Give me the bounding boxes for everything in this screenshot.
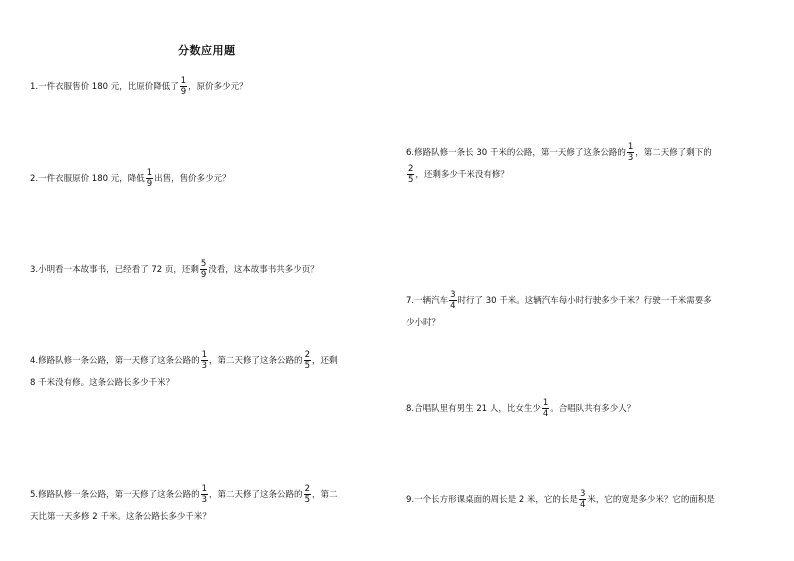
question-line xyxy=(406,164,712,186)
question-text: ，第二天修了这条公路的 xyxy=(209,356,303,366)
question-1 xyxy=(30,76,248,98)
fraction-denominator: 3 xyxy=(201,361,208,371)
question-3 xyxy=(30,259,319,281)
question-text: 7.一辆汽车 xyxy=(406,296,449,306)
fraction-numerator: 1 xyxy=(542,397,549,408)
question-line xyxy=(30,484,338,506)
question-text: 1.一件衣服售价 180 元，比原价降低了 xyxy=(30,82,179,92)
question-text: 8 千米没有修。这条公路长多少千米？ xyxy=(30,378,175,388)
fraction-numerator: 5 xyxy=(200,258,207,269)
question-text: 天比第一天多修 2 千米。这条公路长多少千米？ xyxy=(30,512,211,522)
page-title: 分数应用题 xyxy=(178,44,236,57)
question-line xyxy=(406,398,635,420)
fraction-numerator: 1 xyxy=(627,141,634,152)
question-text: ，还剩多少千米没有修？ xyxy=(415,170,509,180)
fraction-denominator: 3 xyxy=(627,153,634,163)
fraction-numerator: 3 xyxy=(579,488,586,499)
fraction xyxy=(542,399,549,419)
fraction xyxy=(180,77,187,97)
fraction xyxy=(449,291,456,311)
question-text: ，还剩 xyxy=(311,356,338,366)
fraction-denominator: 5 xyxy=(304,495,310,505)
fraction xyxy=(200,260,207,280)
question-line xyxy=(30,372,338,394)
fraction-denominator: 9 xyxy=(200,270,207,280)
question-text: 米，它的宽是多少米？它的面积是 xyxy=(587,495,715,505)
fraction xyxy=(146,169,153,189)
fraction-numerator: 3 xyxy=(450,289,456,300)
question-text: 4.修路队修一条公路，第一天修了这条公路的 xyxy=(30,356,200,366)
question-text: 少小时？ xyxy=(406,318,441,328)
question-4 xyxy=(30,350,338,394)
question-text: 。合唱队共有多少人？ xyxy=(550,404,636,414)
fraction-denominator: 9 xyxy=(146,179,153,189)
question-line xyxy=(406,142,712,164)
fraction xyxy=(579,490,586,510)
fraction xyxy=(407,165,414,185)
question-7 xyxy=(406,290,712,334)
fraction-numerator: 2 xyxy=(304,349,310,360)
question-line xyxy=(30,168,231,190)
fraction-numerator: 1 xyxy=(201,483,208,494)
question-text: 2.一件衣服原价 180 元，降低 xyxy=(30,174,145,184)
fraction-numerator: 2 xyxy=(304,483,310,494)
fraction-numerator: 1 xyxy=(201,349,208,360)
question-6 xyxy=(406,142,712,186)
question-text: 8.合唱队里有男生 21 人，比女生少 xyxy=(406,404,541,414)
question-text: ，第二 xyxy=(311,490,338,500)
fraction-numerator: 2 xyxy=(408,163,414,174)
question-text: 出售，售价多少元？ xyxy=(154,174,231,184)
fraction-denominator: 5 xyxy=(304,361,310,371)
question-text: ，第二天修了剩下的 xyxy=(635,148,712,158)
question-line xyxy=(30,259,319,281)
question-line xyxy=(30,76,248,98)
fraction-denominator: 4 xyxy=(450,301,456,311)
fraction xyxy=(304,485,311,505)
fraction-denominator: 9 xyxy=(180,87,187,97)
fraction-denominator: 5 xyxy=(408,175,414,185)
fraction-denominator: 4 xyxy=(579,500,586,510)
question-9 xyxy=(406,489,715,511)
fraction-numerator: 1 xyxy=(146,167,153,178)
question-text: 5.修路队修一条公路，第一天修了这条公路的 xyxy=(30,490,200,500)
fraction xyxy=(201,485,208,505)
fraction xyxy=(627,143,634,163)
question-text: 6.修路队修一条长 30 千米的公路，第一天修了这条公路的 xyxy=(406,148,626,158)
question-line xyxy=(406,290,712,312)
question-5 xyxy=(30,484,338,528)
question-line xyxy=(406,312,712,334)
question-line xyxy=(406,489,715,511)
question-text: ，原价多少元？ xyxy=(188,82,248,92)
question-text: ，第二天修了这条公路的 xyxy=(209,490,303,500)
question-text: 时行了 30 千米。这辆汽车每小时行驶多少千米？行驶一千米需要多 xyxy=(457,296,712,306)
question-line xyxy=(30,350,338,372)
question-text: 没看，这本故事书共多少页？ xyxy=(208,265,319,275)
fraction-denominator: 3 xyxy=(201,495,208,505)
question-line xyxy=(30,506,338,528)
fraction-numerator: 1 xyxy=(180,75,187,86)
question-8 xyxy=(406,398,635,420)
question-text: 3.小明看一本故事书，已经看了 72 页，还剩 xyxy=(30,265,199,275)
fraction-denominator: 4 xyxy=(542,409,549,419)
fraction xyxy=(201,351,208,371)
fraction xyxy=(304,351,311,371)
question-2 xyxy=(30,168,231,190)
question-text: 9.一个长方形课桌面的周长是 2 米，它的长是 xyxy=(406,495,578,505)
